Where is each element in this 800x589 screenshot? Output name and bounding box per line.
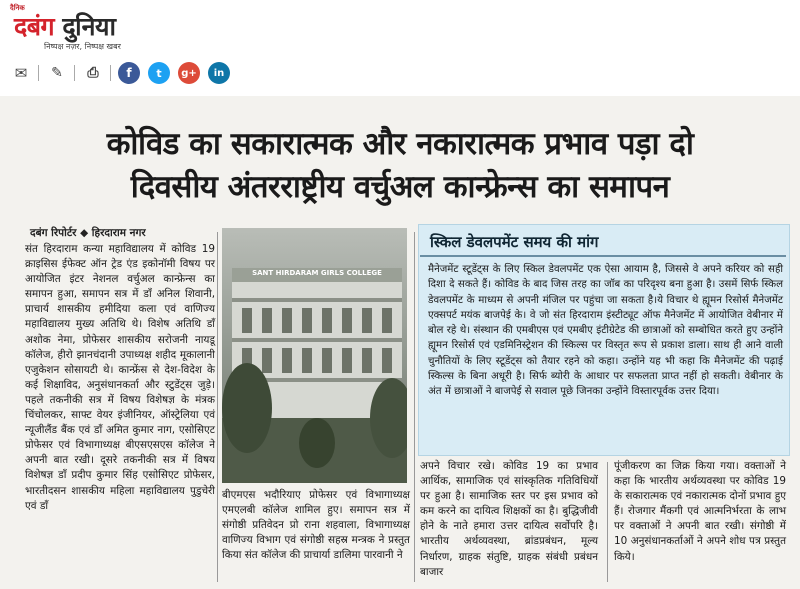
article-column-2: बीएमएस भदौरियाए प्रोफेसर एवं विभागाध्यक्ष एमएलबी कॉलेज शामिल हुए। समापन सत्र में संगोष्ठी प्रतिवेदन प्रो राना शहवाला, विभागाध्यक्ष वाणिज्य विभाग एवं संगोष्ठी सहस्र मन्त्रक ने प्रस्तुत किया संत कॉलेज की प्राचार्या डालिमा पारवानी ने xyxy=(222,489,410,562)
divider xyxy=(110,65,111,81)
column-divider xyxy=(217,232,218,582)
facebook-icon[interactable]: f xyxy=(118,62,140,84)
article-column-1: संत हिरदाराम कन्या महाविद्यालय में कोविड 19 क्राइसिस ईफेक्ट ऑन ट्रेड एंड इकोनॉमी विषय पर आयोजित इंटर नेशनल वर्चुअल कान्फ्रेन्स का समापन हुआ, समापन सत्र में डॉं अनिल शिवानी, प्राचार्य शासकीय हमीदिया कला एवं वाणिज्य महाविद्यालय मुख्य अतिथि थे। विशेष अतिथि डॉं अशोक नेमा, प्रोफेसर शासकीय सरोजनी नायडू कॉलेज, हीरो झानचंदानी उपाध्यक्ष शहीद मूकालानी एजुकेशन सोसायटी थे। कान्फ्रेंस से देश-विदेश के कई शिक्षाविद, अनुसंधानकर्ता और स्टुडेंट्स जुड़े। पहले तकनीकी सत्र में विषय विशेषज्ञ के मंत्रक चिंचोलकर, साफ्ट वेयर इंजीनियर, ऑस्ट्रेलिया एवं न्यूजीलैंड बैंक एवं डॉं अमित कुमार नाग, एसोसिएट प्रोफेसर एवं विभागाध्यक्ष बीएसएसएस कॉलेज ने अपनी बात रखी। दूसरे तकनीकी सत्र में विषय विशेषज्ञ डॉं प्रदीप कुमार सिंह एसोसिएट प्रोफेसर, भारतीदसन शासकीय महिला महाविद्यालय पुडुचेरी एवं डॉं xyxy=(25,243,215,512)
google-plus-icon[interactable]: g+ xyxy=(178,62,200,84)
column-divider xyxy=(607,462,608,582)
twitter-icon[interactable]: t xyxy=(148,62,170,84)
site-header xyxy=(0,0,800,96)
edit-icon[interactable]: ✎ xyxy=(51,65,63,81)
sidebar-box-rule xyxy=(420,255,786,257)
column-divider xyxy=(414,232,415,582)
divider xyxy=(74,65,75,81)
headline-line-1: कोविड का सकारात्मक और नकारात्मक प्रभाव पड़ा दो xyxy=(106,126,694,162)
site-logo[interactable] xyxy=(14,9,115,43)
logo-part-1: दबंग xyxy=(14,12,55,41)
headline-line-2: दिवसीय अंतरराष्ट्रीय वर्चुअल कान्फ्रेन्स का समापन xyxy=(130,169,670,205)
linkedin-icon[interactable]: in xyxy=(208,62,230,84)
print-icon[interactable]: ⎙ xyxy=(87,65,99,81)
logo-small-text: दैनिक xyxy=(10,4,25,12)
logo-tagline: निष्पक्ष नज़र, निष्पक्ष खबर xyxy=(44,42,121,51)
share-bar xyxy=(10,62,320,92)
logo-part-2: दुनिया xyxy=(54,12,116,41)
article-column-4: अपने विचार रखे। कोविड 19 का प्रभाव आर्थिक, सामाजिक एवं सांस्कृतिक गतिविधियों पर हुआ है। सामाजिक स्तर पर इस प्रभाव को कम करने का दायित्व शिक्षकों का है। बुद्धिजीवी होने के नाते हमारा उत्तर दायित्व सर्वोपरि है। भारतीय अर्थव्यवस्था, ब्रांडप्रबंधन, मूल्य निर्धारण, ग्राहक संतुष्टि, ग्राहक संबंधी प्रबंधन बाजार xyxy=(420,460,598,578)
sidebar-box-title: स्किल डेवलपमेंट समय की मांग xyxy=(430,233,599,251)
photo-sign-text: SANT HIRDARAM GIRLS COLLEGE xyxy=(252,269,382,277)
college-photo xyxy=(222,228,407,483)
sidebar-box-text: मैनेजमेंट स्टूडेंट्स के लिए स्किल डेवलपमेंट एक ऐसा आयाम है, जिससे वे अपने करियर को सही दिशा दे सकते हैं। कोविड के बाद जिस तरह का जॉब का परिदृश्य बना हुआ है। उसमें सिर्फ स्किल डेवलपमेंट के माध्यम से अपनी मंजिल पर पहुंचा जा सकता है।ये विचार थे ह्यूमन रिसोर्स मैनेजमेंट एक्सपर्ट मयंक बाजपेई के। वे जो संत हिरदाराम इंस्टीट्यूट ऑफ मैनेजमेंट में आयोजित वेबीनार में बोल रहे थे। संस्थान की एमबीएस एवं एमबीए इंटीग्रेटेड की छात्राओं को सम्बोधित करते हुए उन्होंने ह्यूमन रिसोर्स एवं एडमिनिस्ट्रेशन की स्किल्स पर विस्तृत रूप से प्रकाश डाला। साथ ही आने वाली चुनौतियों के लिए स्टूडेंट्स को तैयार रहने को कहा। उन्होंने यह भी कहा कि मैनेजमेंट की पढ़ाई स्किल्स के बिना अधूरी है। सिर्फ ब्योरी के आधार पर सफलता प्राप्त नहीं हो सकती। वेबीनार के अंत में छात्राओं ने बाजपेई से सवाल पूछे जिनका उन्होंने विस्तारपूर्वक उत्तर दिया। xyxy=(428,264,783,398)
byline: दबंग रिपोर्टर ◆ हिरदाराम नगर xyxy=(30,227,146,239)
college-building-graphic xyxy=(222,228,407,483)
divider xyxy=(38,65,39,81)
mail-icon[interactable]: ✉ xyxy=(14,64,28,82)
article-column-5: पूंजीकरण का जिक्र किया गया। वक्ताओं ने कहा कि भारतीय अर्थव्यवस्था पर कोविड 19 के सकारात्मक एवं नकारात्मक दोनों प्रभाव हुए हैं। रोजगार मैंकगी एवं आत्मनिर्भरता के लाभ पर वक्ताओं ने अपनी बात रखी। संगोष्ठी में 10 अनुसंधानकर्ताओं ने अपने शोध पत्र प्रस्तुत किये। xyxy=(614,460,786,563)
